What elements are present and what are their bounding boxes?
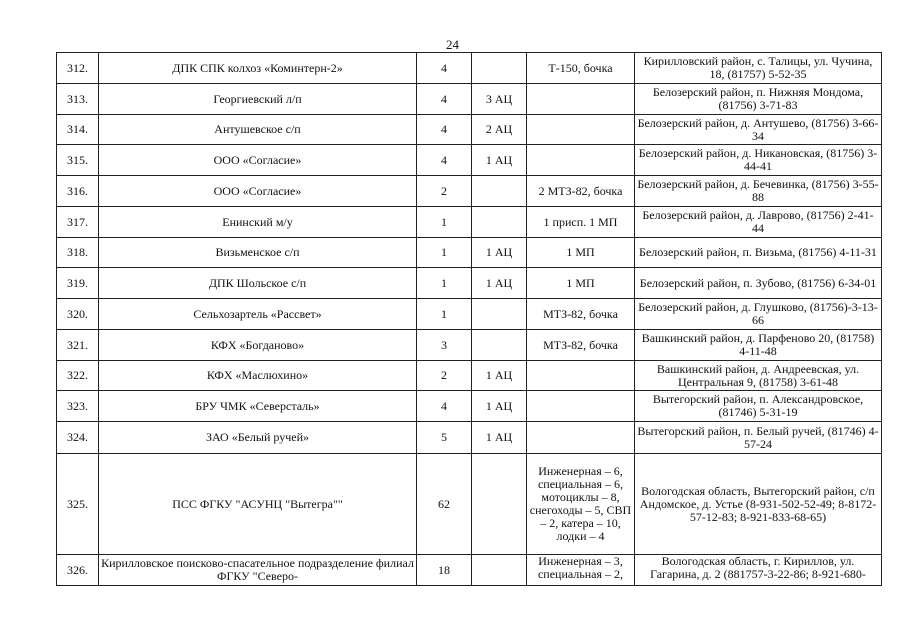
- address: Белозерский район, п. Визьма, (81756) 4-11-31: [635, 238, 882, 268]
- address: Вологодская область, г. Кириллов, ул. Гагарина, д. 2 (881757-3-22-86; 8-921-680-: [635, 555, 882, 586]
- fire-trucks: [472, 207, 527, 238]
- equipment: МТЗ-82, бочка: [527, 299, 635, 330]
- equipment: Инженерная – 6, специальная – 6, мотоциклы – 8, снегоходы – 5, СВП – 2, катера – 10, лодки – 4: [527, 454, 635, 555]
- staff-count: 4: [417, 391, 472, 422]
- address: Белозерский район, д. Глушково, (81756)-3-13-66: [635, 299, 882, 330]
- fire-trucks: [472, 53, 527, 84]
- fire-trucks: [472, 330, 527, 361]
- table-row: [57, 330, 882, 361]
- organization-name: КФХ «Богданово»: [99, 330, 417, 361]
- equipment: [527, 84, 635, 115]
- table-row: [57, 207, 882, 238]
- equipment: 2 МТЗ-82, бочка: [527, 176, 635, 207]
- organization-name: Антушевское с/п: [99, 115, 417, 145]
- fire-trucks: [472, 299, 527, 330]
- staff-count: 1: [417, 207, 472, 238]
- table-row: [57, 145, 882, 176]
- row-number: 312.: [57, 53, 99, 84]
- equipment: [527, 361, 635, 391]
- fire-trucks: 2 АЦ: [472, 115, 527, 145]
- fire-trucks: 1 АЦ: [472, 268, 527, 299]
- organization-name: БРУ ЧМК «Северсталь»: [99, 391, 417, 422]
- organization-name: Сельхозартель «Рассвет»: [99, 299, 417, 330]
- staff-count: 4: [417, 145, 472, 176]
- equipment: Инженерная – 3, специальная – 2,: [527, 555, 635, 586]
- staff-count: 4: [417, 53, 472, 84]
- organization-name: Енинский м/у: [99, 207, 417, 238]
- organization-name: ПСС ФГКУ "АСУНЦ "Вытегра"": [99, 454, 417, 555]
- row-number: 318.: [57, 238, 99, 268]
- address: Вологодская область, Вытегорский район, с/п Андомское, д. Устье (8-931-502-52-49; 8-8172-57-12-83; 8-921-833-68-65): [635, 454, 882, 555]
- address: Белозерский район, д. Бечевинка, (81756) 3-55-88: [635, 176, 882, 207]
- fire-trucks: 1 АЦ: [472, 422, 527, 454]
- equipment: [527, 422, 635, 454]
- equipment: 1 присп. 1 МП: [527, 207, 635, 238]
- address: Белозерский район, д. Никановская, (81756) 3-44-41: [635, 145, 882, 176]
- table-row: [57, 268, 882, 299]
- equipment: МТЗ-82, бочка: [527, 330, 635, 361]
- staff-count: 3: [417, 330, 472, 361]
- address: Вытегорский район, п. Александровское, (81746) 5-31-19: [635, 391, 882, 422]
- fire-trucks: 3 АЦ: [472, 84, 527, 115]
- equipment: 1 МП: [527, 268, 635, 299]
- table-row: [57, 53, 882, 84]
- staff-count: 1: [417, 238, 472, 268]
- row-number: 319.: [57, 268, 99, 299]
- fire-trucks: [472, 176, 527, 207]
- address: Белозерский район, д. Лаврово, (81756) 2-41-44: [635, 207, 882, 238]
- row-number: 324.: [57, 422, 99, 454]
- staff-count: 2: [417, 361, 472, 391]
- table-row: [57, 299, 882, 330]
- organization-name: КФХ «Маслюхино»: [99, 361, 417, 391]
- table-row: [57, 238, 882, 268]
- address: Белозерский район, п. Нижняя Мондома, (81756) 3-71-83: [635, 84, 882, 115]
- address: Вытегорский район, п. Белый ручей, (81746) 4-57-24: [635, 422, 882, 454]
- row-number: 320.: [57, 299, 99, 330]
- row-number: 321.: [57, 330, 99, 361]
- page-number: 24: [446, 37, 459, 52]
- address: Кирилловский район, с. Талицы, ул. Чучина, 18, (81757) 5-52-35: [635, 53, 882, 84]
- staff-count: 2: [417, 176, 472, 207]
- organization-name: ООО «Согласие»: [99, 176, 417, 207]
- table-row: [57, 422, 882, 454]
- address: Вашкинский район, д. Андреевская, ул. Центральная 9, (81758) 3-61-48: [635, 361, 882, 391]
- fire-trucks: 1 АЦ: [472, 238, 527, 268]
- table-row: [57, 176, 882, 207]
- table-row: [57, 555, 882, 586]
- organization-name: ДПК Шольское с/п: [99, 268, 417, 299]
- fire-trucks: [472, 555, 527, 586]
- row-number: 316.: [57, 176, 99, 207]
- fire-trucks: 1 АЦ: [472, 145, 527, 176]
- organization-name: Визьменское с/п: [99, 238, 417, 268]
- organization-name: ООО «Согласие»: [99, 145, 417, 176]
- staff-count: 1: [417, 299, 472, 330]
- organization-name: Георгиевский л/п: [99, 84, 417, 115]
- row-number: 325.: [57, 454, 99, 555]
- equipment: [527, 391, 635, 422]
- fire-trucks: 1 АЦ: [472, 361, 527, 391]
- row-number: 323.: [57, 391, 99, 422]
- row-number: 317.: [57, 207, 99, 238]
- organization-name: Кирилловское поисково-спасательное подразделение филиал ФГКУ "Северо-: [99, 555, 417, 586]
- registry-table: [56, 52, 882, 586]
- table-row: [57, 361, 882, 391]
- staff-count: 1: [417, 268, 472, 299]
- table-row: [57, 454, 882, 555]
- staff-count: 18: [417, 555, 472, 586]
- organization-name: ДПК СПК колхоз «Коминтерн-2»: [99, 53, 417, 84]
- row-number: 313.: [57, 84, 99, 115]
- row-number: 315.: [57, 145, 99, 176]
- staff-count: 4: [417, 84, 472, 115]
- equipment: Т-150, бочка: [527, 53, 635, 84]
- row-number: 314.: [57, 115, 99, 145]
- staff-count: 5: [417, 422, 472, 454]
- fire-trucks: [472, 454, 527, 555]
- address: Белозерский район, п. Зубово, (81756) 6-34-01: [635, 268, 882, 299]
- table-row: [57, 84, 882, 115]
- fire-trucks: 1 АЦ: [472, 391, 527, 422]
- equipment: 1 МП: [527, 238, 635, 268]
- staff-count: 4: [417, 115, 472, 145]
- organization-name: ЗАО «Белый ручей»: [99, 422, 417, 454]
- row-number: 322.: [57, 361, 99, 391]
- row-number: 326.: [57, 555, 99, 586]
- equipment: [527, 115, 635, 145]
- equipment: [527, 145, 635, 176]
- address: Вашкинский район, д. Парфеново 20, (81758) 4-11-48: [635, 330, 882, 361]
- table-row: [57, 115, 882, 145]
- address: Белозерский район, д. Антушево, (81756) 3-66-34: [635, 115, 882, 145]
- table-row: [57, 391, 882, 422]
- staff-count: 62: [417, 454, 472, 555]
